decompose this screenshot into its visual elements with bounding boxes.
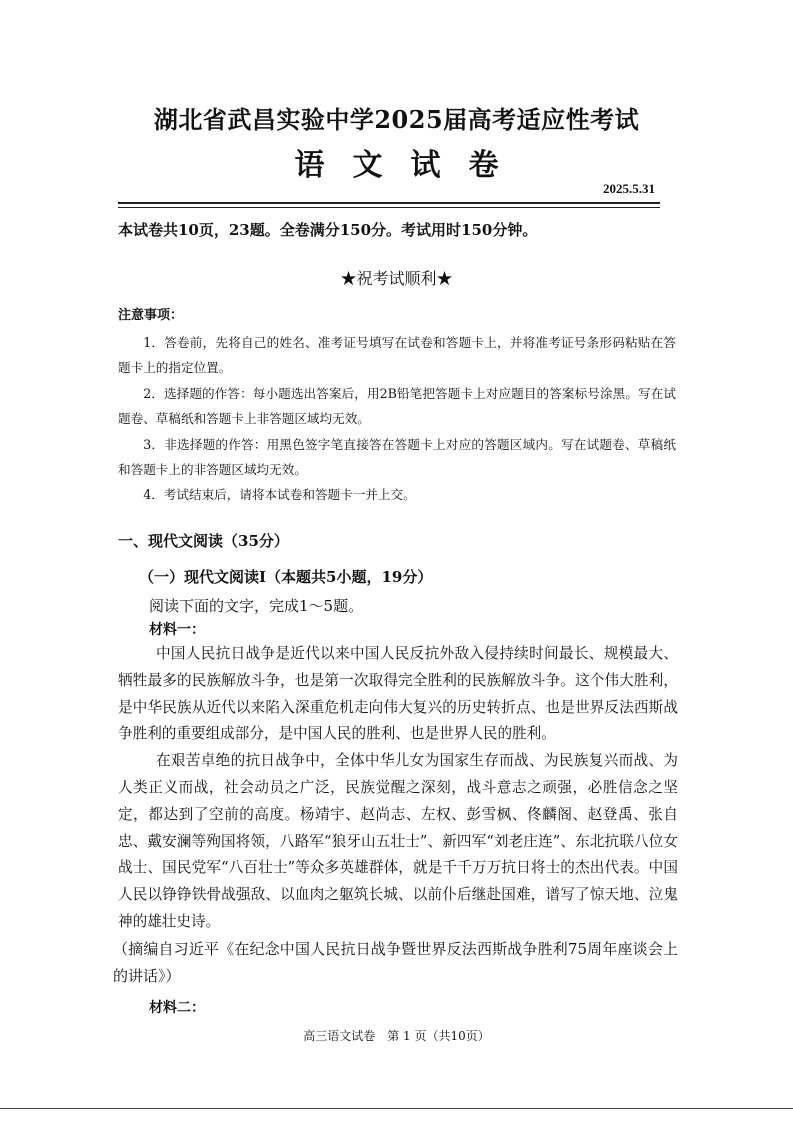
exam-intro: 本试卷共10页，23题。全卷满分150分。考试用时150分钟。 xyxy=(118,221,538,239)
page-footer: 高三语文试卷 第 1 页（共10页） xyxy=(303,1029,490,1043)
exam-title: 湖北省武昌实验中学2025届高考适应性考试 xyxy=(153,105,640,134)
source-citation: （摘编自习近平《在纪念中国人民抗日战争暨世界反法西斯战争胜利75周年座谈会上的讲话》） xyxy=(113,939,678,985)
notice-item: 1．答卷前，先将自己的姓名、准考证号填写在试卷和答题卡上，并将准考证号条形码粘贴在答题卡上的指定位置。 xyxy=(118,335,676,376)
header-divider-thick xyxy=(118,202,660,204)
material-one-text xyxy=(113,641,678,989)
header-divider-thin xyxy=(118,207,660,208)
material-one-label: 材料一： xyxy=(149,622,205,638)
exam-subject: 语文试卷 xyxy=(294,148,527,183)
notice-item: 4．考试结束后，请将本试卷和答题卡一并上交。 xyxy=(143,487,416,503)
reading-instruction: 阅读下面的文字，完成1～5题。 xyxy=(149,597,364,615)
material-two-label: 材料二： xyxy=(149,1000,205,1016)
good-luck-banner: ★祝考试顺利★ xyxy=(340,269,453,288)
notice-item: 3．非选择题的作答：用黑色签字笔直接答在答题卡上对应的答题区域内。写在试题卷、草稿纸和答题卡上的非答题区域均无效。 xyxy=(118,436,676,478)
subsection-title: （一）现代文阅读Ⅰ（本题共5小题，19分） xyxy=(139,568,433,586)
notice-item: 2．选择题的作答：每小题选出答案后，用2B铅笔把答题卡上对应题目的答案标号涂黑。写在试题卷、草稿纸和答题卡上非答题区域均无效。 xyxy=(118,385,676,427)
notice-list xyxy=(118,330,676,508)
section-title: 一、现代文阅读（35分） xyxy=(118,532,289,550)
page-bottom-edge xyxy=(0,1108,793,1109)
paragraph: 中国人民抗日战争是近代以来中国人民反抗外敌入侵持续时间最长、规模最大、牺牲最多的民族解放斗争，也是第一次取得完全胜利的民族解放斗争。这个伟大胜利，是中华民族从近代以来陷入深重危机走向伟大复兴的历史转折点、也是世界反法西斯战争胜利的重要组成部分，是中国人民的胜利、也是世界人民的胜利。 xyxy=(118,645,678,743)
notice-heading: 注意事项： xyxy=(118,308,184,323)
exam-date: 2025.5.31 xyxy=(603,181,655,196)
paragraph: 在艰苦卓绝的抗日战争中，全体中华儿女为国家生存而战、为民族复兴而战、为人类正义而战，社会动员之广泛，民族觉醒之深刻，战斗意志之顽强，必胜信念之坚定，都达到了空前的高度。杨靖宇、赵尚志、左权、彭雪枫、佟麟阁、赵登禹、张自忠、戴安澜等殉国将领，八路军“狼牙山五壮士”、新四军“刘老庄连”、东北抗联八位女战士、国民党军“八百壮士”等众多英雄群体，就是千千万万抗日将士的杰出代表。中国人民以铮铮铁骨战强敌、以血肉之躯筑长城、以前仆后继赴国难，谱写了惊天地、泣鬼神的雄壮史诗。 xyxy=(118,752,678,930)
